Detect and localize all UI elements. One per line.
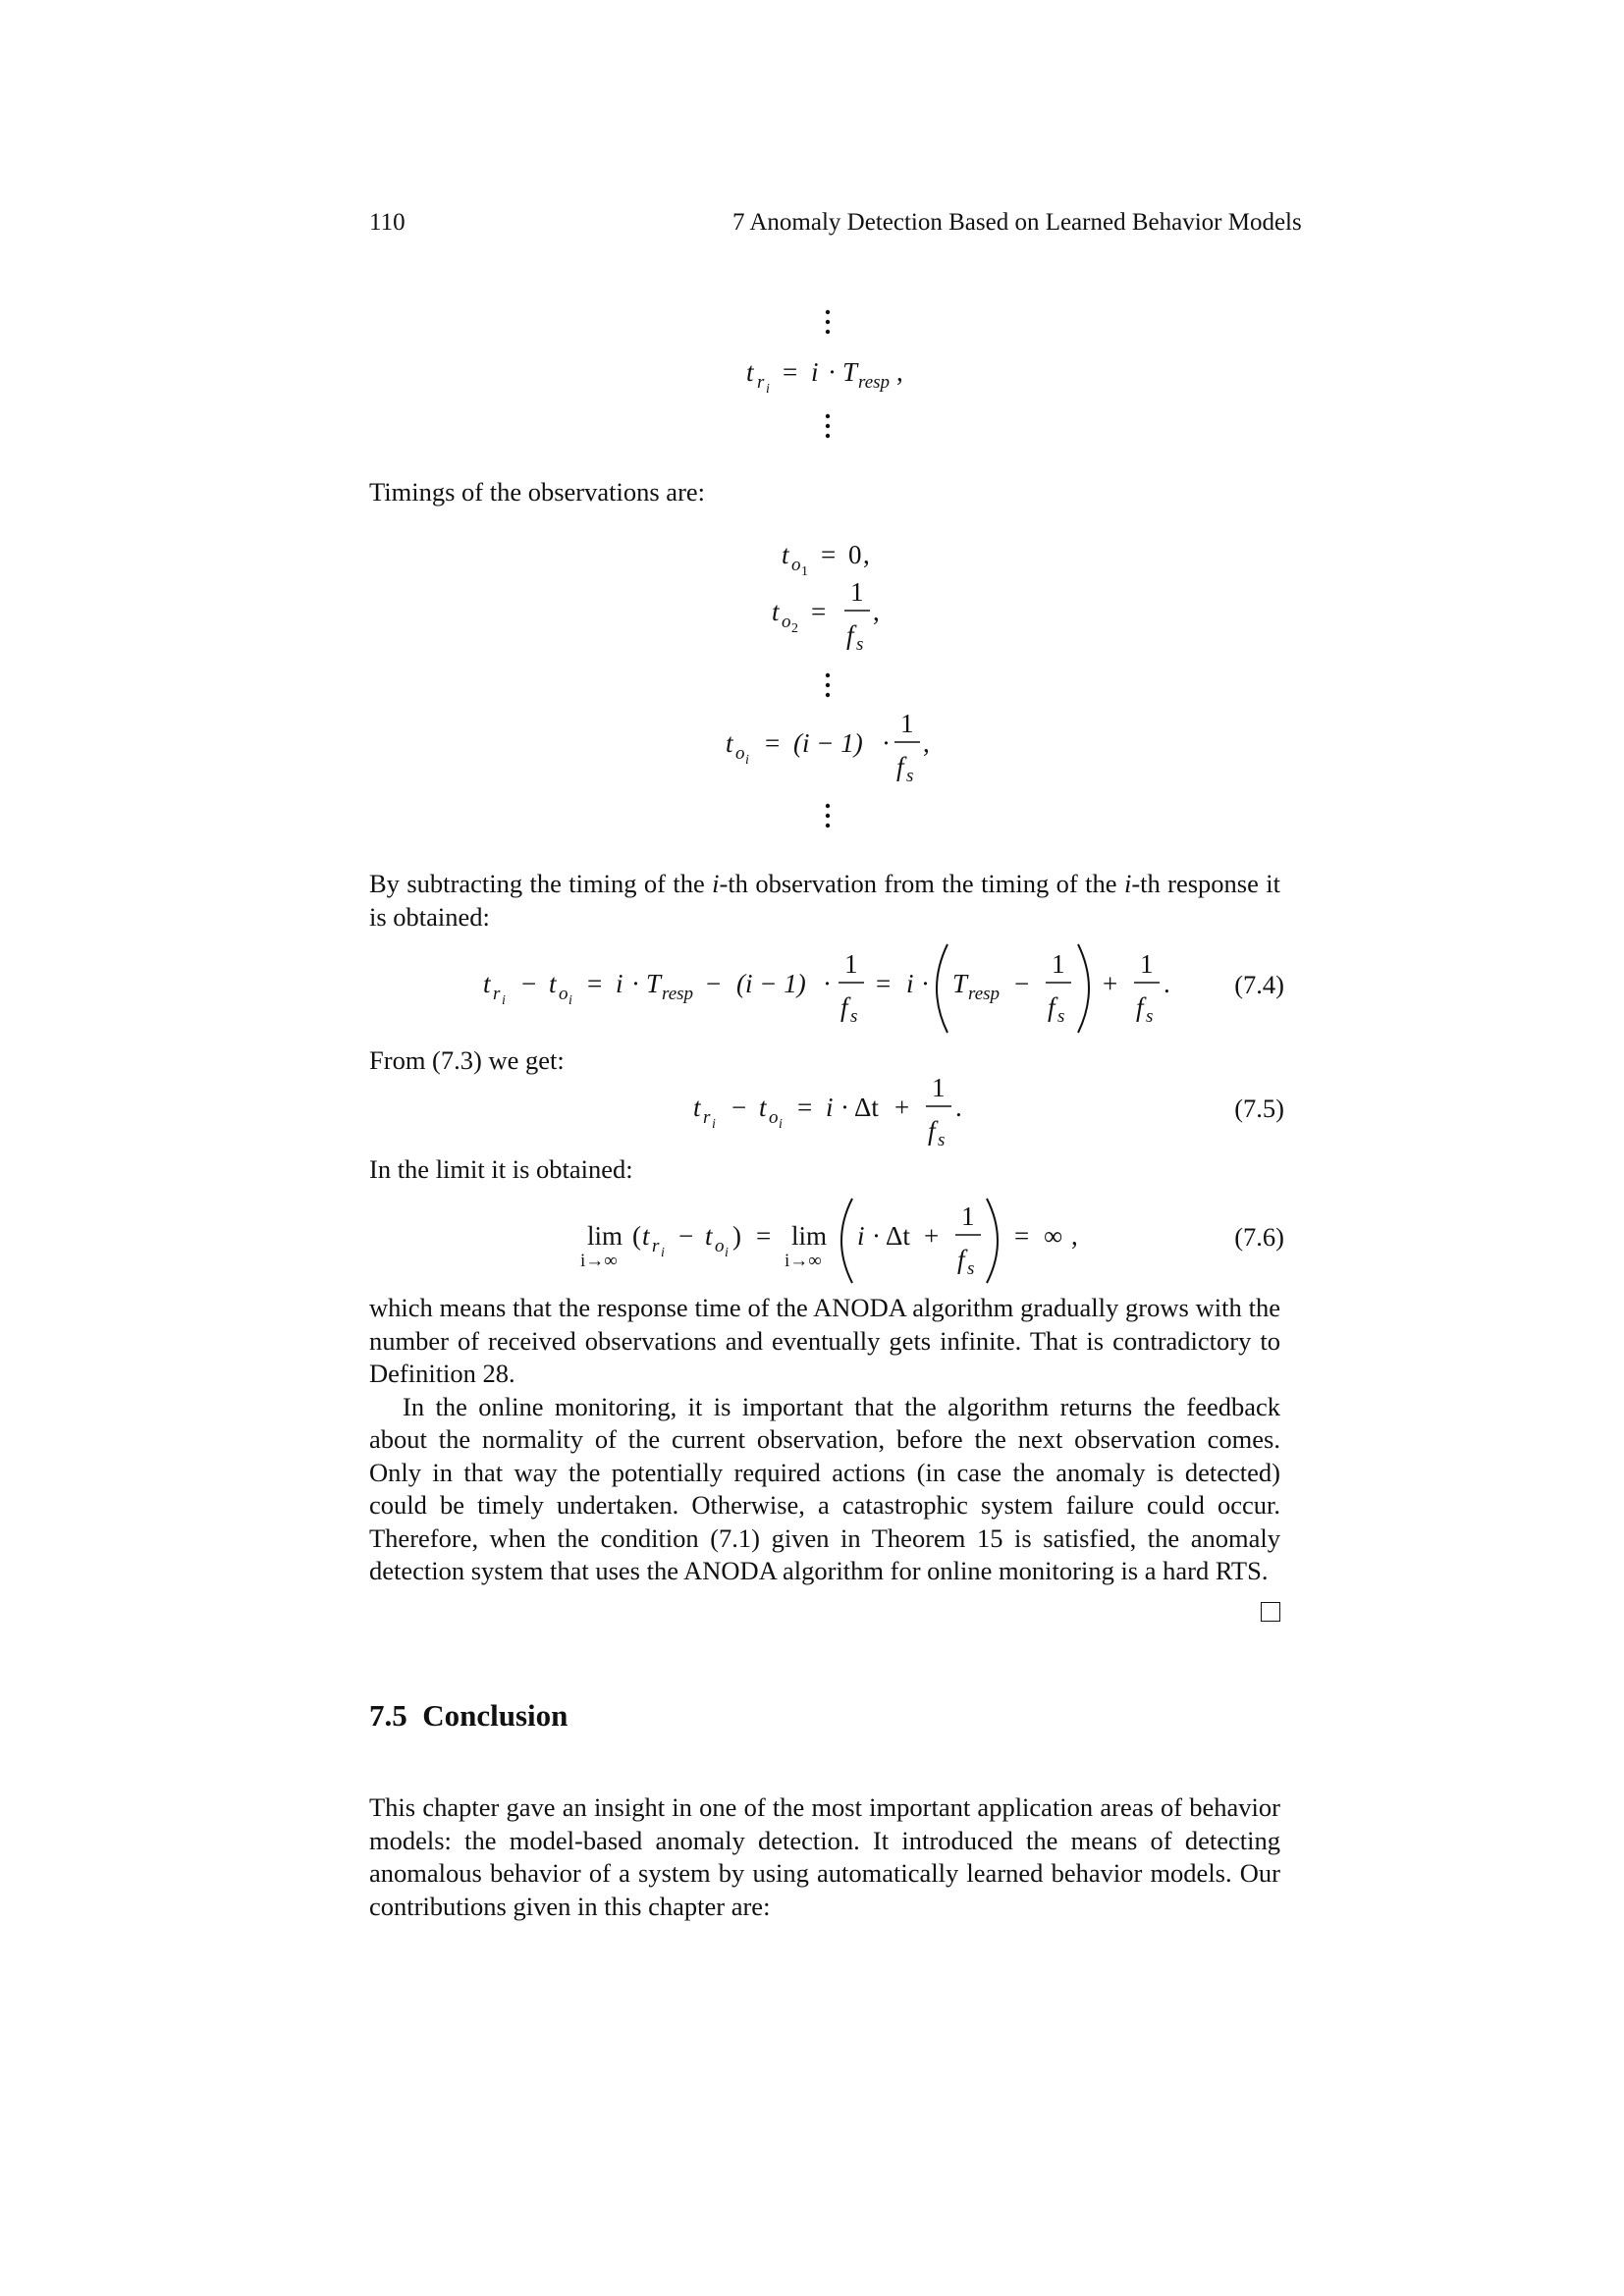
svg-text:t: t <box>705 1221 713 1251</box>
svg-text:resp: resp <box>858 372 891 393</box>
svg-text:resp: resp <box>662 984 694 1004</box>
svg-text:i: i <box>725 1246 729 1260</box>
equation-number-7-5: (7.5) <box>1234 1094 1284 1123</box>
svg-text:lim: lim <box>791 1221 828 1251</box>
svg-text:lim: lim <box>587 1221 623 1251</box>
svg-text:·: · <box>882 728 891 758</box>
svg-text:,: , <box>896 357 903 387</box>
svg-text:i: i <box>906 969 914 998</box>
svg-text:o: o <box>715 1236 725 1256</box>
equation-number-7-6: (7.6) <box>1234 1222 1284 1252</box>
svg-text:Δt: Δt <box>854 1093 879 1122</box>
svg-text:i→∞: i→∞ <box>785 1251 822 1271</box>
svg-text:t: t <box>759 1093 767 1122</box>
paragraph-timings-intro: Timings of the observations are: <box>369 477 706 507</box>
svg-text:=: = <box>1014 1221 1030 1251</box>
svg-text:T: T <box>952 969 968 998</box>
svg-text:): ) <box>732 1221 741 1251</box>
svg-text:·: · <box>921 969 930 998</box>
paragraph-which-means: which means that the response time of the ANODA algorithm gradually grows with the number of received observations and eventually gets infinite. That is contradictory to Definition 28. In the online monitoring, it is important that the algorithm returns the feedback about the normality of the current observation, before the next observation comes. Only in that way the potentially required actions (in case the anomaly is detected) could be timely undertaken. Otherwise, a catastrophic system failure could occur. Therefore, when the condition (7.1) given in Theorem 15 is satisfied, the anomaly detection system that uses the ANODA algorithm for online monitoring is a hard RTS. <box>369 1292 1280 1588</box>
svg-text:i: i <box>568 993 572 1008</box>
svg-text:·: · <box>828 357 837 387</box>
svg-text:f: f <box>1136 992 1144 1022</box>
svg-text:,: , <box>1071 1221 1078 1251</box>
svg-text:−: − <box>1014 969 1030 998</box>
paragraph-subtracting: By subtracting the timing of the i-th observation from the timing of the i-th response it is obtained: <box>369 869 1281 932</box>
svg-text:i: i <box>616 969 623 998</box>
svg-text:−: − <box>706 969 722 998</box>
svg-text:o: o <box>782 612 791 632</box>
paragraph-limit: In the limit it is obtained: <box>369 1154 633 1184</box>
svg-text:−: − <box>521 969 537 998</box>
svg-text:s: s <box>856 634 864 655</box>
svg-text:Δt: Δt <box>886 1221 910 1251</box>
svg-text:,: , <box>923 728 930 758</box>
svg-text:o: o <box>735 743 745 764</box>
svg-text:f: f <box>1048 992 1056 1022</box>
svg-text:s: s <box>1146 1006 1154 1027</box>
svg-text:+: + <box>924 1221 940 1251</box>
svg-text:+: + <box>894 1093 910 1122</box>
svg-text:·: · <box>840 1093 849 1122</box>
svg-text:s: s <box>850 1006 858 1027</box>
svg-text:·: · <box>823 969 832 998</box>
svg-text:i→∞: i→∞ <box>580 1251 618 1271</box>
svg-text:∞: ∞ <box>1044 1221 1063 1251</box>
svg-text:t: t <box>642 1221 650 1251</box>
section-heading: 7.5 Conclusion <box>369 1698 568 1733</box>
svg-text:,: , <box>873 597 880 626</box>
svg-text:1: 1 <box>961 1201 975 1231</box>
svg-text:i: i <box>766 382 770 397</box>
svg-text:o: o <box>769 1107 779 1128</box>
svg-text:r: r <box>493 984 501 1004</box>
svg-text:t: t <box>693 1093 701 1122</box>
paragraph-conclusion: This chapter gave an insight in one of the most important application areas of behavior models: the model-based anomaly detection. It introduced the means of detecting anomalous behavior of a system by using automatically learned behavior models. Our contributions given in this chapter are: <box>369 1792 1280 1921</box>
svg-text:1: 1 <box>1052 949 1065 979</box>
svg-text:1: 1 <box>932 1073 946 1102</box>
svg-text:.: . <box>1164 969 1170 998</box>
svg-text:s: s <box>938 1130 946 1150</box>
svg-text:f: f <box>846 620 854 650</box>
svg-text:i: i <box>661 1246 665 1260</box>
svg-text:,: , <box>863 540 870 569</box>
svg-text:o: o <box>791 555 801 575</box>
svg-text:t: t <box>483 969 491 998</box>
svg-text:t: t <box>746 357 754 387</box>
svg-text:s: s <box>967 1258 975 1279</box>
svg-text:=: = <box>821 540 837 569</box>
svg-text:i: i <box>502 993 506 1008</box>
svg-text:T: T <box>842 357 858 387</box>
svg-text:i: i <box>811 357 819 387</box>
svg-text:r: r <box>652 1236 660 1256</box>
svg-text:i: i <box>712 1117 716 1132</box>
svg-text:t: t <box>772 597 780 626</box>
svg-text:t: t <box>782 540 789 569</box>
svg-text:1: 1 <box>900 709 914 738</box>
svg-text:(: ( <box>632 1221 641 1251</box>
svg-text:f: f <box>896 752 904 781</box>
svg-text:i: i <box>826 1093 834 1122</box>
svg-text:2: 2 <box>791 621 798 636</box>
svg-text:f: f <box>957 1245 965 1274</box>
svg-text:f: f <box>928 1116 936 1146</box>
svg-text:0: 0 <box>848 540 862 569</box>
svg-text:t: t <box>726 728 733 758</box>
svg-text:s: s <box>1057 1006 1065 1027</box>
svg-text:i: i <box>857 1221 865 1251</box>
running-head-chapter-title: 7 Anomaly Detection Based on Learned Behavior Models <box>732 209 1302 236</box>
svg-text:=: = <box>811 597 827 626</box>
paragraph-online-monitoring: In the online monitoring, it is important that the algorithm returns the feedback about the normality of the current observation, before the next observation comes. Only in that way the potentially required actions (in case the anomaly is detected) could be timely undertaken. Otherwise, a catastrophic system failure could occur. Therefore, when the condition (7.1) given in Theorem 15 is satisfied, the anomaly detection system that uses the ANODA algorithm for online monitoring is a hard RTS. <box>369 1391 1280 1585</box>
svg-text:=: = <box>587 969 603 998</box>
svg-text:=: = <box>797 1093 813 1122</box>
svg-text:s: s <box>906 766 914 786</box>
svg-text:·: · <box>631 969 640 998</box>
svg-text:(i − 1): (i − 1) <box>793 728 863 758</box>
svg-text:·: · <box>872 1221 881 1251</box>
svg-text:r: r <box>703 1107 711 1128</box>
svg-text:1: 1 <box>844 949 858 979</box>
svg-text:o: o <box>559 984 568 1004</box>
svg-text:resp: resp <box>968 984 1001 1004</box>
svg-text:r: r <box>757 372 765 393</box>
svg-text:.: . <box>955 1093 962 1122</box>
svg-text:i: i <box>779 1117 783 1132</box>
svg-text:−: − <box>678 1221 694 1251</box>
paragraph-from-7-3: From (7.3) we get: <box>369 1045 565 1075</box>
svg-text:f: f <box>840 992 848 1022</box>
svg-text:t: t <box>549 969 557 998</box>
qed-square-icon <box>1261 1602 1280 1622</box>
svg-text:i: i <box>745 753 749 768</box>
svg-text:−: − <box>731 1093 747 1122</box>
svg-text:1: 1 <box>850 577 864 607</box>
svg-text:=: = <box>783 357 798 387</box>
page-number: 110 <box>369 209 406 236</box>
equation-number-7-4: (7.4) <box>1234 970 1284 999</box>
svg-text:T: T <box>646 969 662 998</box>
svg-text:=: = <box>765 728 781 758</box>
svg-text:+: + <box>1103 969 1118 998</box>
svg-text:=: = <box>876 969 892 998</box>
svg-text:=: = <box>756 1221 772 1251</box>
svg-text:1: 1 <box>801 564 808 579</box>
svg-text:1: 1 <box>1140 949 1154 979</box>
svg-text:(i − 1): (i − 1) <box>736 969 806 998</box>
